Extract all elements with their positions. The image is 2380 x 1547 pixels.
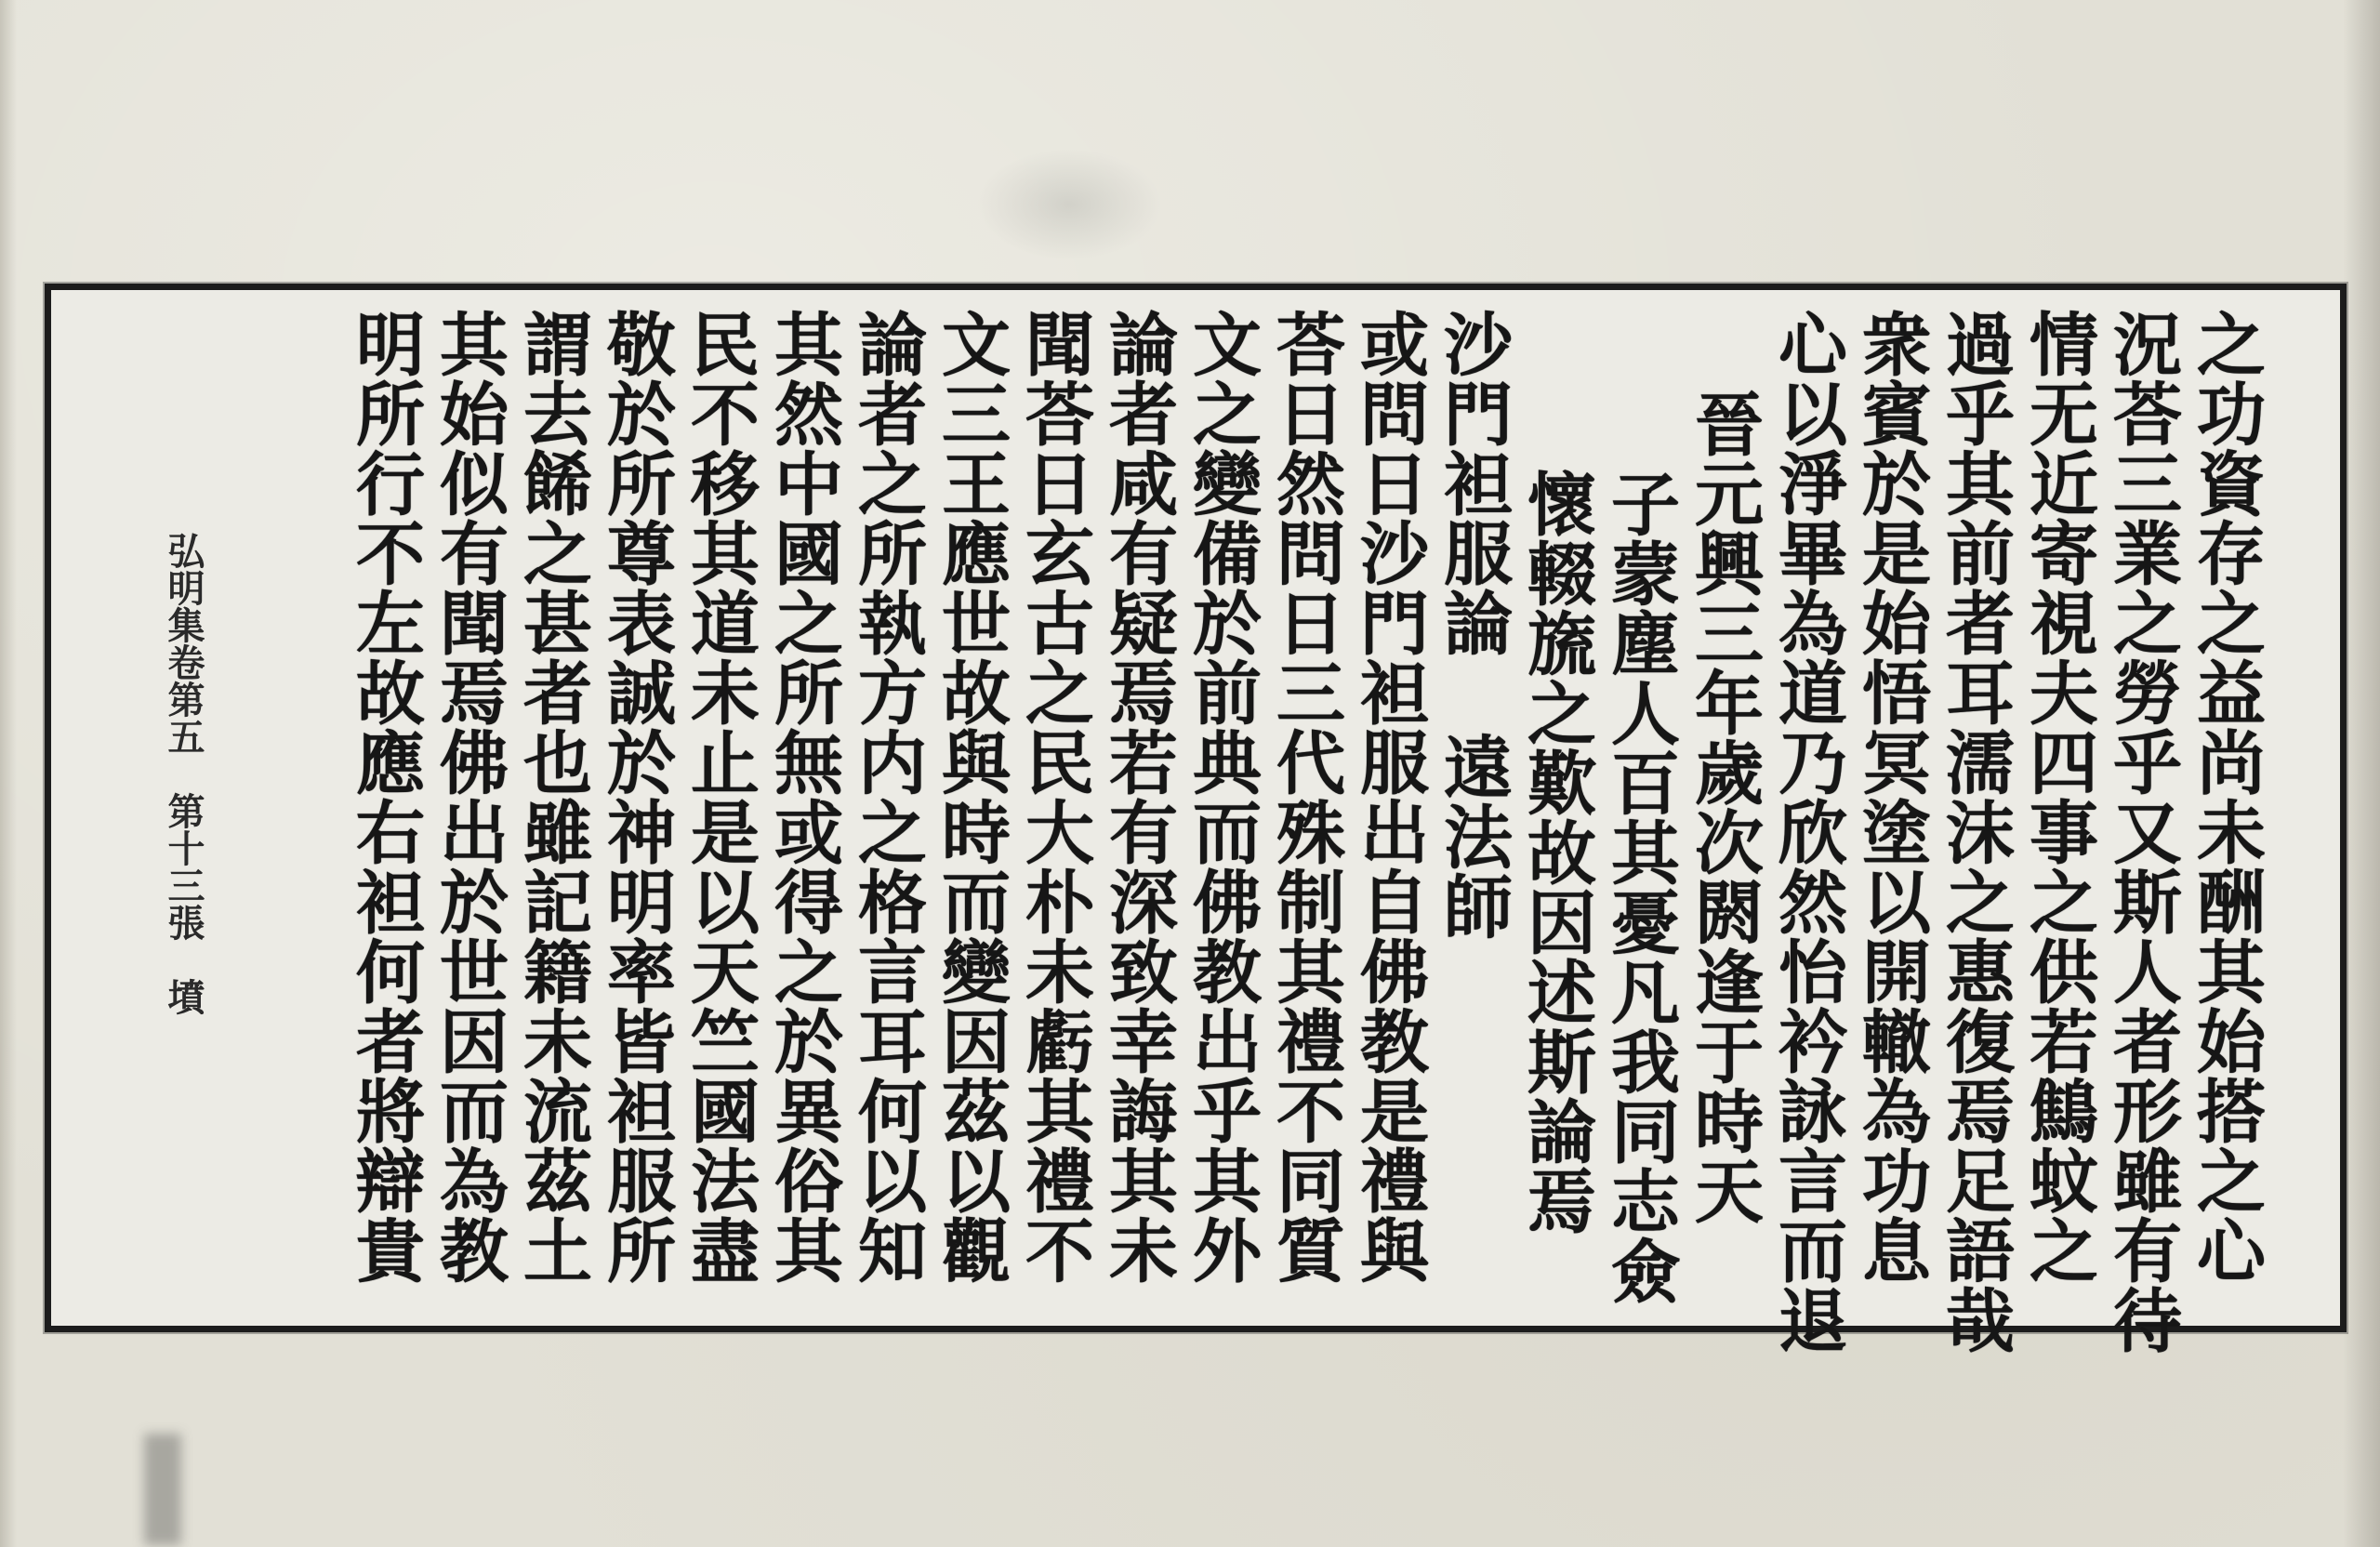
printer-mark: 墳 xyxy=(162,978,205,1015)
text-column-20: 敬於所尊表誠於神明率皆袒服所 xyxy=(596,309,676,1285)
text-column-4: 過乎其前者耳濡沫之惠復焉足語哉 xyxy=(1935,309,2015,1355)
text-column-15: 聞荅日玄古之民大朴未虧其禮不 xyxy=(1014,309,1094,1285)
printed-text-block xyxy=(45,284,2347,1355)
text-column-11: 或問日沙門袒服出自佛教是禮與 xyxy=(1349,309,1429,1285)
page-margin-note xyxy=(163,532,204,1368)
text-column-18: 其然中國之所無或得之於異俗其 xyxy=(763,309,843,1285)
text-column-8: 子蒙塵人百其憂凡我同志僉 xyxy=(1600,469,1680,1305)
page-edge-shadow xyxy=(0,0,17,1547)
book-title-note: 弘明集卷第五 xyxy=(162,532,205,755)
text-column-9: 懷輟旒之歎故因述斯論焉 xyxy=(1516,469,1596,1236)
text-column-6: 心以淨畢為道乃欣然怡衿詠言而退 xyxy=(1767,309,1847,1355)
text-column-19: 民不移其道未止是以天竺國法盡 xyxy=(680,309,760,1285)
text-column-13: 文之變備於前典而佛教出乎其外 xyxy=(1182,309,1262,1285)
text-column-3: 情无近寄視夫四事之供若鷦蚊之 xyxy=(2018,309,2098,1285)
text-column-22: 其始似有聞焉佛出於世因而為教 xyxy=(429,309,509,1285)
text-column-17: 論者之所執方内之格言耳何以知 xyxy=(847,309,927,1285)
text-column-16: 文三王應世故與時而變因茲以觀 xyxy=(931,309,1011,1285)
essay-title-column xyxy=(1433,309,1513,1313)
text-column-1: 之功資存之益尚未酬其始搭之心 xyxy=(2186,309,2266,1285)
text-column-2: 況荅三業之勞乎又斯人者形雖有待 xyxy=(2102,309,2182,1355)
ink-smudge xyxy=(976,149,1162,260)
ink-stain xyxy=(144,1434,181,1545)
essay-title: 沙門袒服論 xyxy=(1433,309,1513,657)
text-column-12: 荅日然問日三代殊制其禮不同質 xyxy=(1265,309,1345,1285)
text-column-14: 論者咸有疑焉若有深致幸誨其未 xyxy=(1098,309,1178,1285)
page-number-note: 第十三張 xyxy=(162,792,205,941)
text-columns xyxy=(345,309,2266,1355)
author-name: 遠法師 xyxy=(1433,732,1513,941)
text-column-7: 晉元興三年歲次閼逢于時天 xyxy=(1684,389,1764,1225)
spine-shadow xyxy=(2343,0,2380,1547)
text-column-23: 明所行不左故應右袒何者將辯貴 xyxy=(345,309,425,1285)
text-column-21: 謂去餙之甚者也雖記籍未流茲土 xyxy=(512,309,592,1285)
text-column-5: 衆賓於是始悟冥塗以開轍為功息 xyxy=(1851,309,1931,1285)
